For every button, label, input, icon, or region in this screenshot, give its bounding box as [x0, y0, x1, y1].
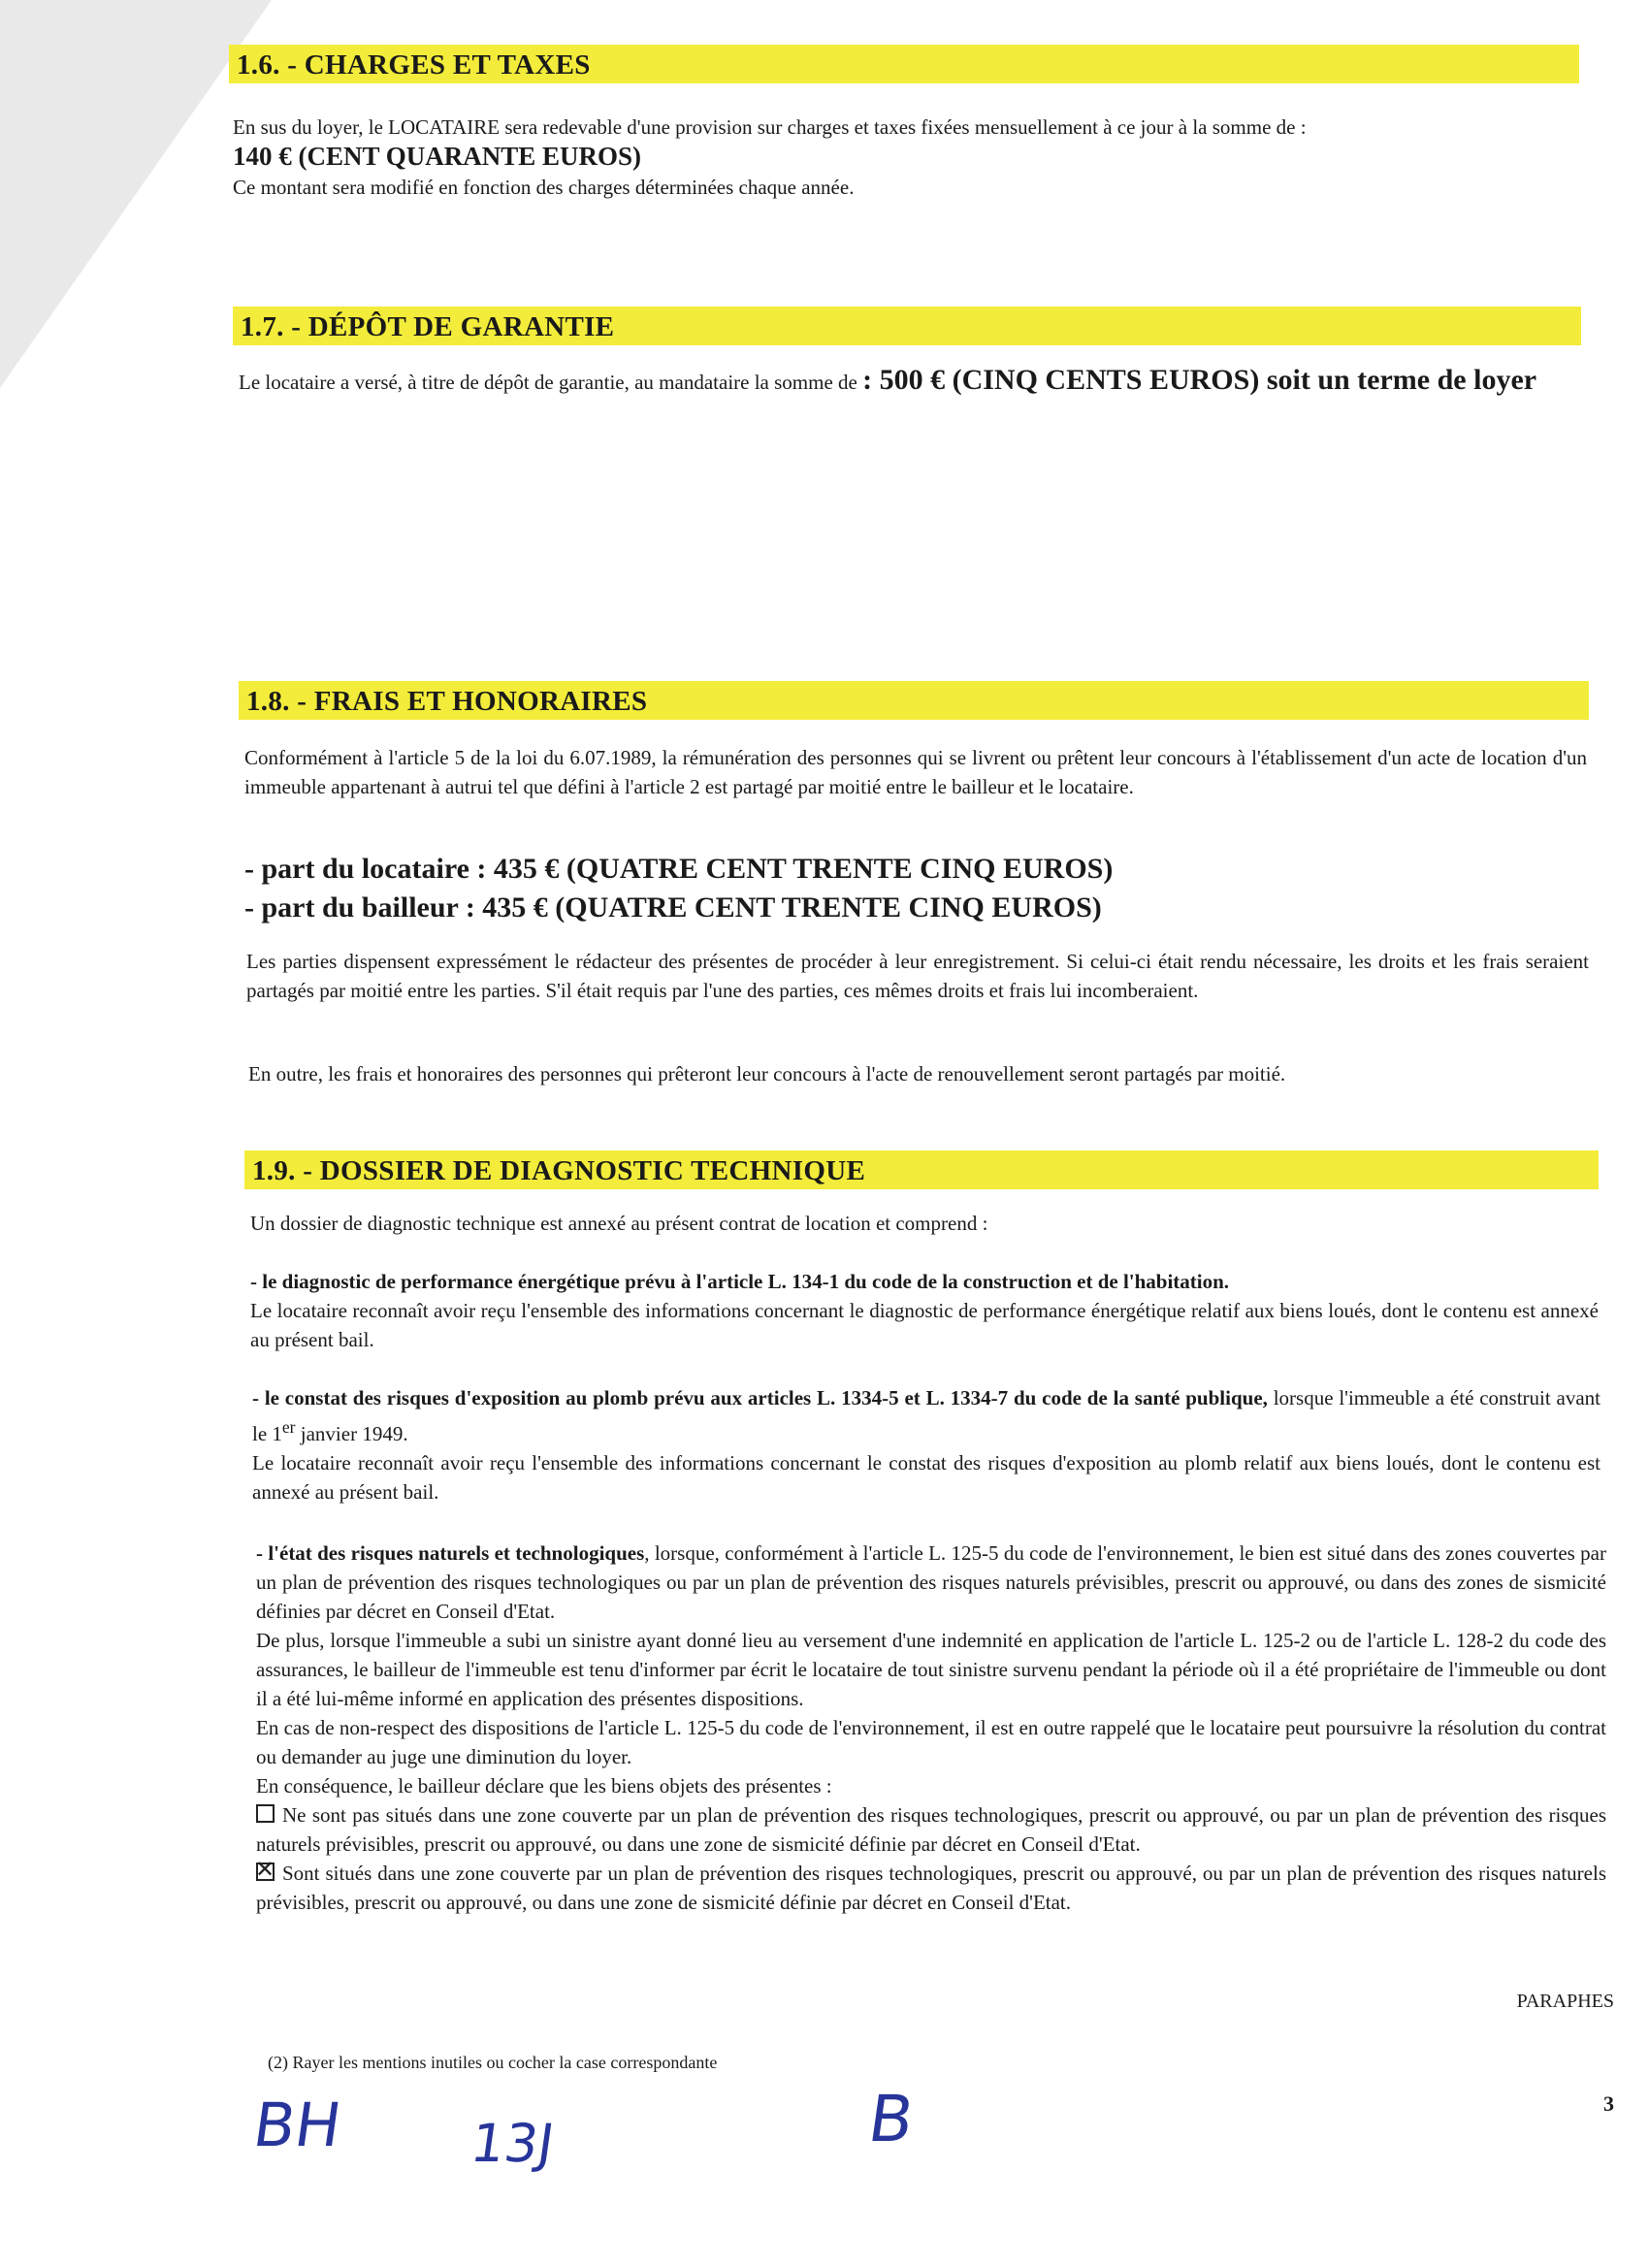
- plomb-block: [252, 1383, 1600, 1507]
- option-not-situated-checkbox[interactable]: [256, 1804, 275, 1823]
- handwritten-initials-1: BH: [248, 2090, 346, 2160]
- page-number: 3: [1603, 2091, 1614, 2116]
- dpe-block: [250, 1267, 1599, 1354]
- footnote: (2) Rayer les mentions inutiles ou cocher la case correspondante: [268, 2053, 718, 2072]
- charges-amount: 140 € (CENT QUARANTE EUROS): [233, 142, 642, 171]
- section-title: 1.8. - FRAIS ET HONORAIRES: [246, 686, 648, 717]
- part-locataire: - part du locataire : 435 € (QUATRE CENT TRENTE CINQ EUROS): [244, 853, 1114, 885]
- dpe-text: Le locataire reconnaît avoir reçu l'ensemble des informations concernant le diagnostic de performance énergétique relatif aux biens loués, dont le contenu est annexé au présent bail.: [250, 1299, 1599, 1351]
- part-bailleur: - part du bailleur : 435 € (QUATRE CENT TRENTE CINQ EUROS): [244, 891, 1102, 923]
- frais-paragraph-2: Les parties dispensent expressément le rédacteur des présentes de procéder à leur enregistrement. Si celui-ci était rendu nécessaire, les droits et les frais seraient partagés par moitié entre les parties. S'il était requis par l'une des parties, ces mêmes droits et frais lui incomberaient.: [246, 950, 1589, 1002]
- ernt-block: [256, 1539, 1606, 1917]
- frais-paragraph-1: Conformément à l'article 5 de la loi du 6.07.1989, la rémunération des personnes qui se livrent ou prêtent leur concours à l'établissement d'un acte de location d'un immeuble appartenant à autrui tel que défini à l'article 2 est partagé par moitié entre le bailleur et le locataire.: [244, 746, 1587, 798]
- ernt-paragraph-4: En conséquence, le bailleur déclare que les biens objets des présentes :: [256, 1774, 832, 1798]
- charges-note: Ce montant sera modifié en fonction des charges déterminées chaque année.: [233, 176, 855, 199]
- option-situated-checkbox[interactable]: [256, 1863, 275, 1881]
- handwritten-initials-2: 13J: [467, 2113, 559, 2174]
- depot-amount: : 500 € (CINQ CENTS EUROS) soit un terme de loyer: [862, 364, 1537, 396]
- section-header-diagnostic: [244, 1150, 1599, 1189]
- ernt-title: - l'état des risques naturels et technologiques: [256, 1541, 645, 1565]
- section-title: 1.7. - DÉPÔT DE GARANTIE: [241, 311, 615, 342]
- section-header-frais: [239, 681, 1589, 720]
- plomb-text: Le locataire reconnaît avoir reçu l'ensemble des informations concernant le constat des risques d'exposition au plomb relatif aux biens loués, dont le contenu est annexé au présent bail.: [252, 1451, 1600, 1504]
- diagnostic-intro: Un dossier de diagnostic technique est annexé au présent contrat de location et comprend :: [250, 1212, 988, 1235]
- section-title: 1.6. - CHARGES ET TAXES: [237, 49, 591, 81]
- plomb-title: - le constat des risques d'exposition au plomb prévu aux articles L. 1334-5 et L. 1334-7 du code de la santé publique,: [252, 1386, 1268, 1409]
- section-header-depot: [233, 307, 1581, 345]
- option-situated-label: Sont situés dans une zone couverte par un plan de prévention des risques technologiques, prescrit ou approuvé, ou par un plan de prévention des risques naturels prévisibles, prescrit ou approuvé, ou dans une zone de sismicité définie par décret en Conseil d'Etat.: [256, 1862, 1606, 1914]
- ernt-paragraph-3: En cas de non-respect des dispositions de l'article L. 125-5 du code de l'environnement, il est en outre rappelé que le locataire peut poursuivre la résolution du contrat ou demander au juge une diminution du loyer.: [256, 1716, 1606, 1768]
- section-title: 1.9. - DOSSIER DE DIAGNOSTIC TECHNIQUE: [252, 1155, 866, 1186]
- handwritten-initials-3: B: [863, 2082, 919, 2156]
- plomb-condition-a: lorsque l'immeuble a été construit avant le 1: [252, 1386, 1600, 1445]
- option-not-situated-label: Ne sont pas situés dans une zone couverte par un plan de prévention des risques technologiques, prescrit ou approuvé, ou par un plan de prévention des risques naturels prévisibles, prescrit ou approuvé, ou dans une zone de sismicité définie par décret en Conseil d'Etat.: [256, 1803, 1606, 1856]
- plomb-superscript: er: [281, 1417, 296, 1437]
- ernt-paragraph-2: De plus, lorsque l'immeuble a subi un sinistre ayant donné lieu au versement d'une indemnité en application de l'article L. 125-2 ou de l'article L. 128-2 du code des assurances, le bailleur de l'immeuble est tenu d'informer par écrit le locataire de tout sinistre survenu pendant la période où il a été propriétaire de l'immeuble ou dont il a été lui-même informé en application des présentes dispositions.: [256, 1629, 1606, 1710]
- section-header-charges: [229, 45, 1579, 83]
- charges-paragraph: [233, 113, 1562, 202]
- dpe-title: - le diagnostic de performance énergétique prévu à l'article L. 134-1 du code de la construction et de l'habitation.: [250, 1270, 1230, 1293]
- depot-paragraph: [239, 361, 1558, 402]
- frais-parts: [244, 850, 1587, 927]
- paraphes-label: PARAPHES: [1516, 1991, 1614, 2012]
- charges-text: En sus du loyer, le LOCATAIRE sera redevable d'une provision sur charges et taxes fixées mensuellement à ce jour à la somme de :: [233, 115, 1307, 139]
- plomb-condition-b: janvier 1949.: [295, 1422, 408, 1445]
- depot-text: Le locataire a versé, à titre de dépôt de garantie, au mandataire la somme de: [239, 371, 857, 394]
- ernt-text: , lorsque, conformément à l'article L. 125-5 du code de l'environnement, le bien est situé dans des zones couvertes par un plan de prévention des risques technologiques ou par un plan de prévention des risques naturels prévisibles, prescrit ou approuvé, ou dans des zones de sismicité définies par décret en Conseil d'Etat.: [256, 1541, 1606, 1623]
- frais-paragraph-3: En outre, les frais et honoraires des personnes qui prêteront leur concours à l'acte de renouvellement seront partagés par moitié.: [248, 1062, 1286, 1085]
